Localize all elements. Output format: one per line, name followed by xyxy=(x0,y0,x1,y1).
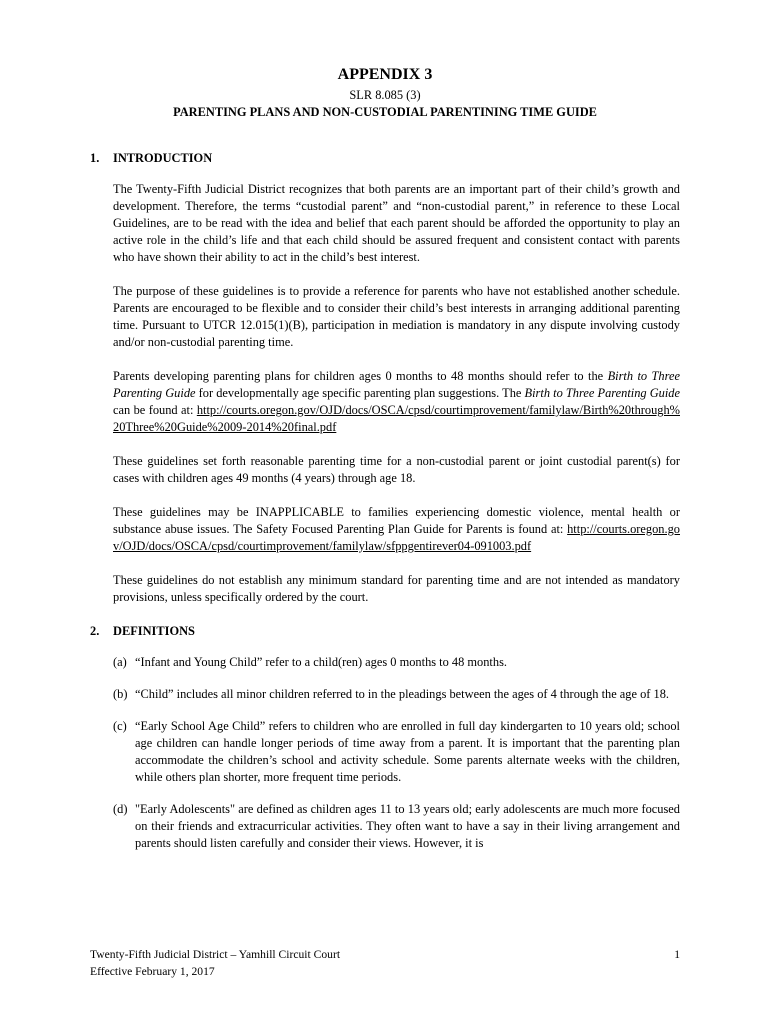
page-number: 1 xyxy=(674,948,680,961)
section-heading-definitions xyxy=(90,623,680,640)
definition-label: (b) xyxy=(113,687,128,701)
document-body xyxy=(90,150,680,867)
intro-paragraph-2: The purpose of these guidelines is to provide a reference for parents who have not established another schedule. Parents are encouraged to be flexible and to consider their child’s best interests in arranging additional parenting time. Pursuant to UTCR 12.015(1)(B), participation in mediation is mandatory in any dispute involving custody and/or non-custodial parenting time. xyxy=(113,284,680,349)
definition-label: (c) xyxy=(113,719,127,733)
page-footer xyxy=(90,946,680,980)
definition-label: (d) xyxy=(113,802,128,816)
paragraph-text: Parents developing parenting plans for children ages 0 months to 48 months should refer to the xyxy=(113,369,608,383)
paragraph-text: for developmentally age specific parenting plan suggestions. The xyxy=(195,386,525,400)
paragraph-text: These guidelines may be INAPPLICABLE to families experiencing domestic violence, mental health or substance abuse issues. The Safety Focused Parenting Plan Guide for Parents is found at: xyxy=(113,505,680,536)
guide-name-italic: Birth to Three Parenting Guide xyxy=(524,386,681,400)
paragraph-text: can be found at: xyxy=(113,403,197,417)
section-title: DEFINITIONS xyxy=(113,624,195,638)
definition-item xyxy=(113,801,680,852)
intro-paragraph-6: These guidelines do not establish any minimum standard for parenting time and are not intended as mandatory provisions, unless specifically ordered by the court. xyxy=(113,573,680,604)
definition-text: “Early School Age Child” refers to children who are enrolled in full day kindergarten to 10 years old; school age children can handle longer periods of time away from a parent. It is important that the parenting plan accommodate the children’s school and activity schedule. Some parents alternate weeks with the children, while others plan shorter, more frequent time periods. xyxy=(135,719,680,784)
definition-text: “Infant and Young Child” refer to a child(ren) ages 0 months to 48 months. xyxy=(135,655,507,669)
footer-effective-date: Effective February 1, 2017 xyxy=(90,965,215,978)
definition-text: "Early Adolescents" are defined as children ages 11 to 13 years old; early adolescents are much more focused on their friends and extracurricular activities. They often want to have a say in their living arrangement and parents should listen carefully and consider their views. However, it is xyxy=(135,802,680,850)
intro-paragraph-1: The Twenty-Fifth Judicial District recognizes that both parents are an important part of their child’s growth and development. Therefore, the terms “custodial parent” and “non-custodial parent,” in reference to these Local Guidelines, are to be read with the idea and belief that each parent should be afforded the opportunity to play an active role in the child’s life and that each child should be assured frequent and consistent contact with parents who have shown their ability to act in the child’s best interest. xyxy=(113,182,680,264)
definition-label: (a) xyxy=(113,655,127,669)
rule-reference: SLR 8.085 (3) xyxy=(349,88,421,102)
safety-focused-guide-link[interactable]: http://courts.oregon.gov/OJD/docs/OSCA/cpsd/courtimprovement/familylaw/sfppgentirever04-091003.pdf xyxy=(113,522,680,553)
guide-title: PARENTING PLANS AND NON-CUSTODIAL PARENTINING TIME GUIDE xyxy=(173,105,597,119)
intro-paragraph-4: These guidelines set forth reasonable parenting time for a non-custodial parent or joint custodial parent(s) for cases with children ages 49 months (4 years) through age 18. xyxy=(113,454,680,485)
intro-paragraph-5 xyxy=(113,504,680,555)
guide-name-italic: Birth to Three Parenting Guide xyxy=(113,369,680,400)
footer-court-name: Twenty-Fifth Judicial District – Yamhill Circuit Court xyxy=(90,948,341,961)
definition-item xyxy=(113,654,680,671)
footer-row xyxy=(90,946,680,963)
definition-item xyxy=(113,686,680,703)
section-number: 2. xyxy=(90,624,100,638)
definition-item xyxy=(113,718,680,786)
section-heading-introduction xyxy=(90,150,680,167)
intro-paragraph-3 xyxy=(113,368,680,436)
document-header xyxy=(0,64,770,121)
definition-text: “Child” includes all minor children referred to in the pleadings between the ages of 4 through the age of 18. xyxy=(135,687,670,701)
appendix-title: APPENDIX 3 xyxy=(337,66,433,83)
section-number: 1. xyxy=(90,151,100,165)
birth-to-three-guide-link[interactable]: http://courts.oregon.gov/OJD/docs/OSCA/cpsd/courtimprovement/familylaw/Birth%20through%20Three%20Guide%2009-2014%20final.pdf xyxy=(113,403,680,434)
section-title: INTRODUCTION xyxy=(113,151,213,165)
